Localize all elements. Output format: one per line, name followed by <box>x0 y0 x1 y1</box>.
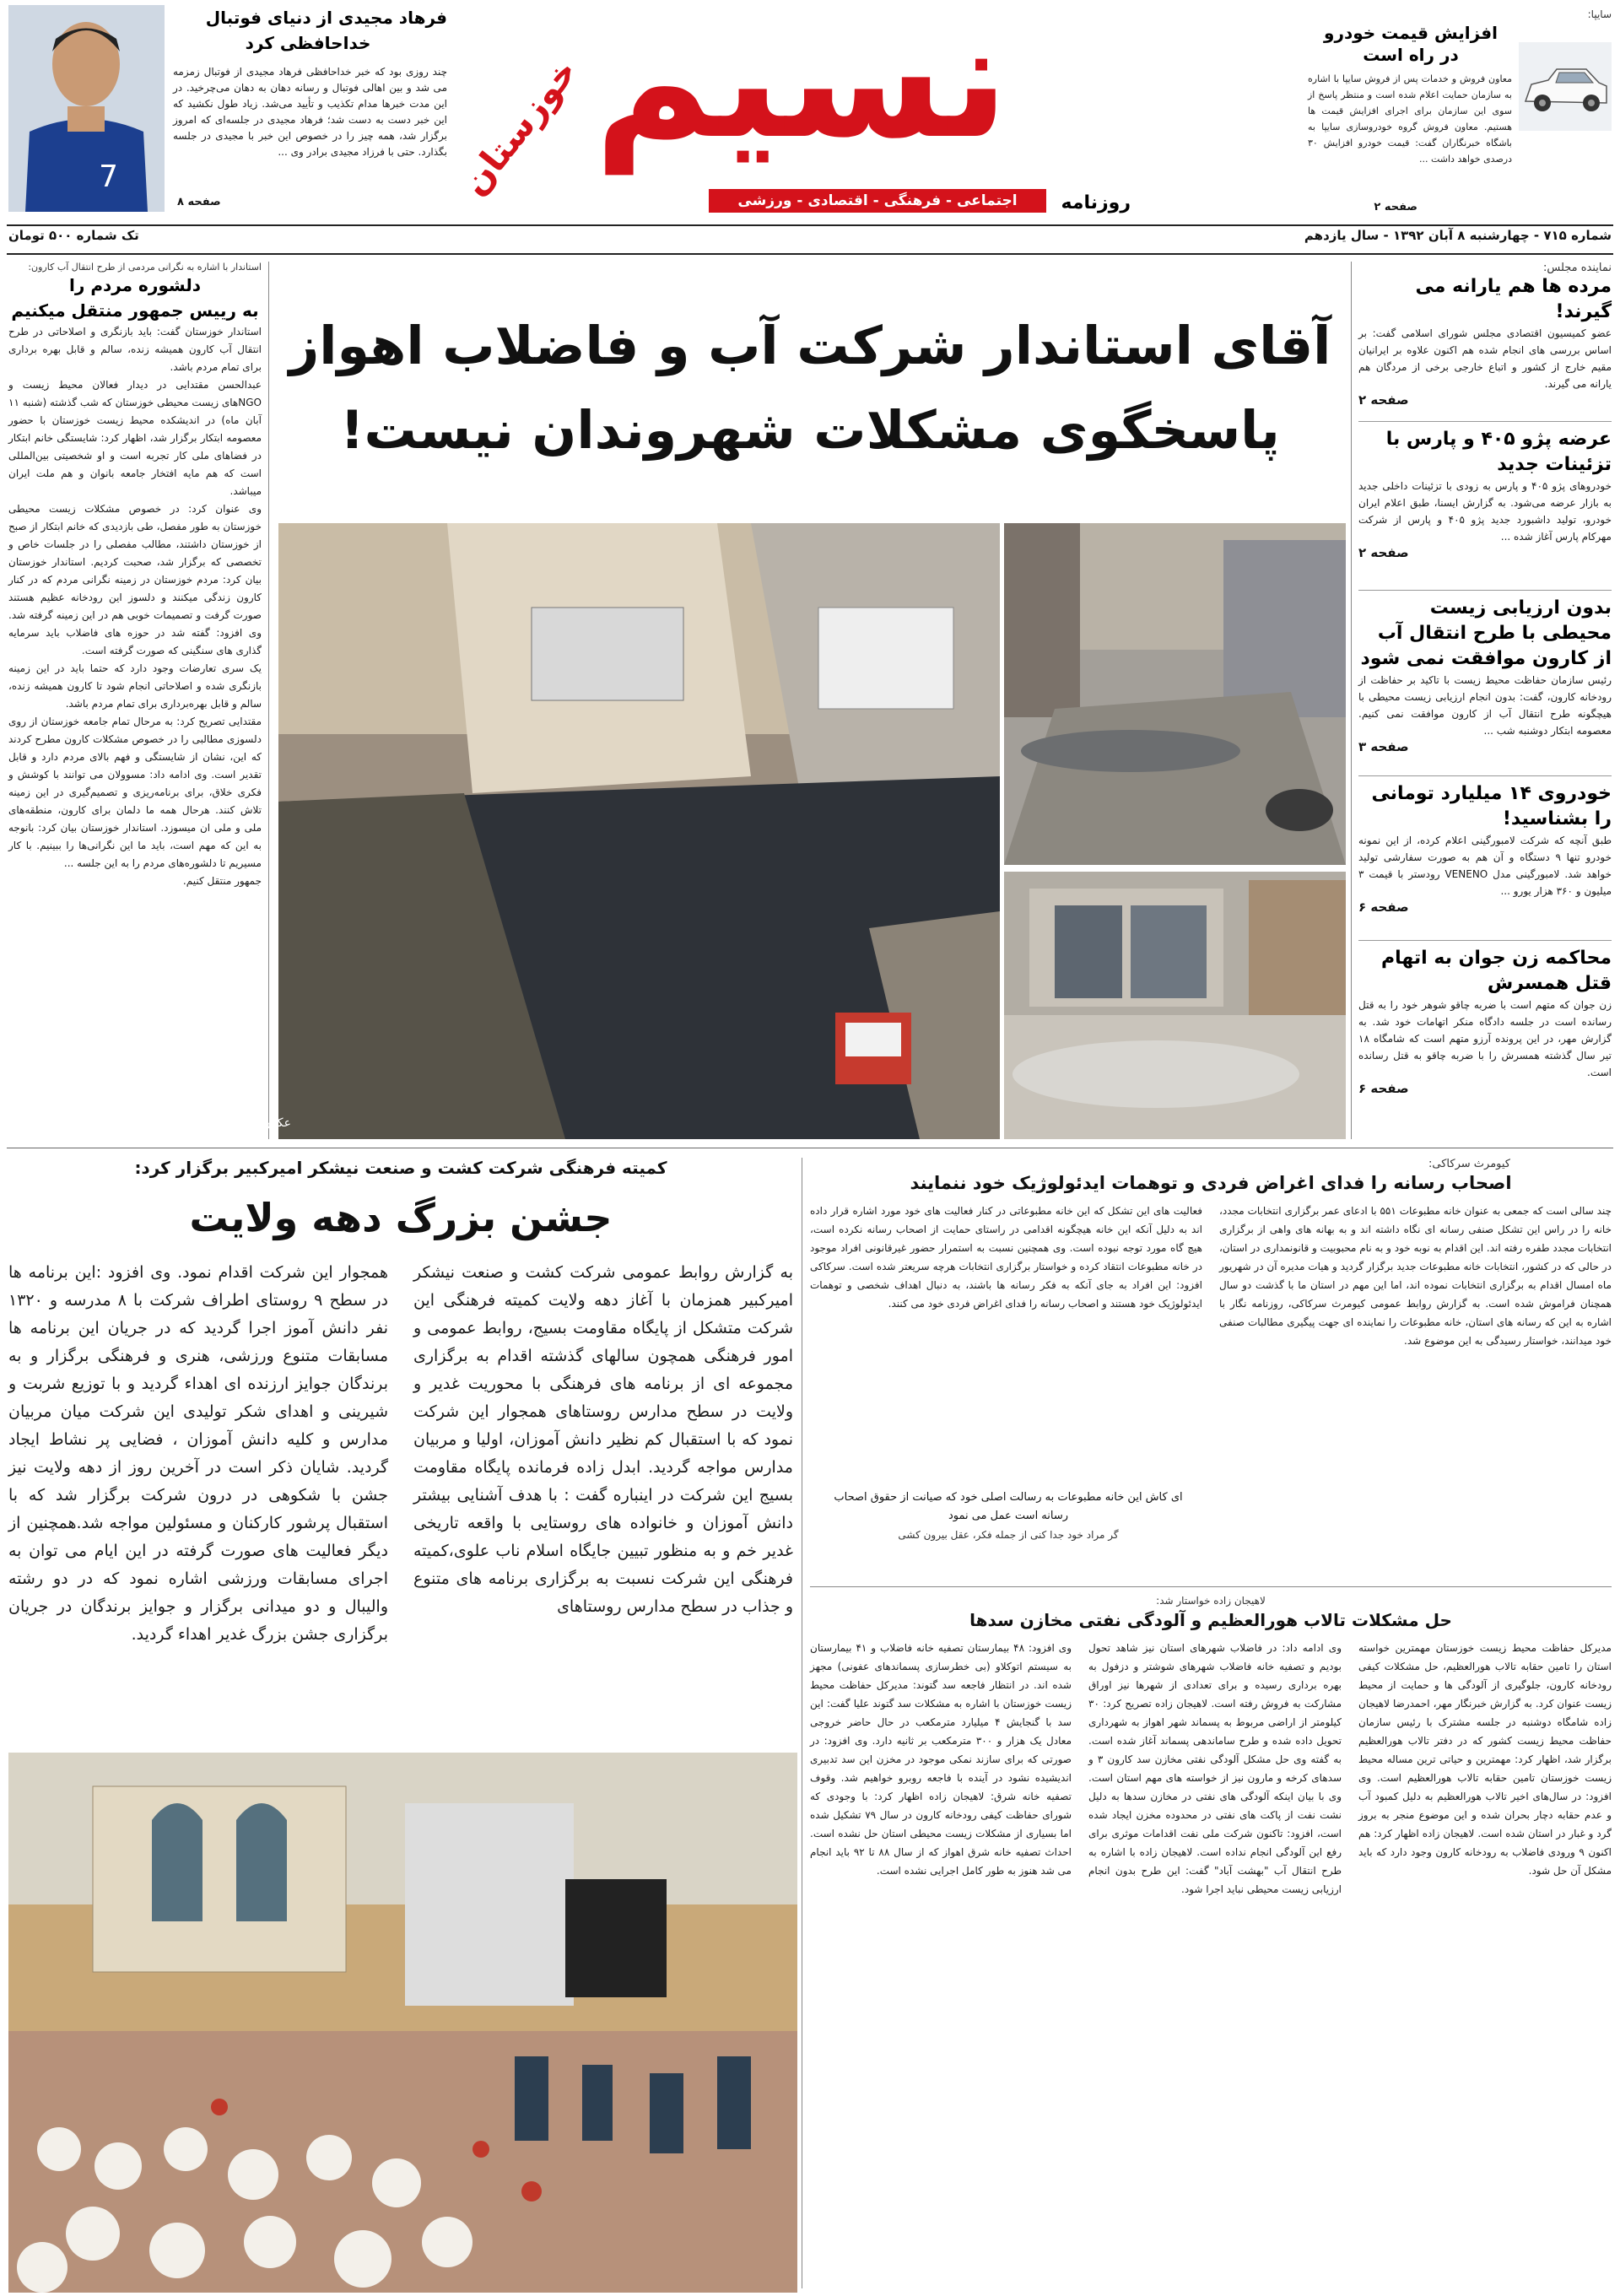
news-item[interactable] <box>1358 262 1612 422</box>
left-kicker: استاندار با اشاره به نگرانی مردمی از طرح انتقال آب کارون: <box>28 262 262 273</box>
news-page: صفحه ۶ <box>1358 1081 1409 1096</box>
jersey-number: 7 <box>99 159 118 194</box>
festival-col-right: به گزارش روابط عمومی شرکت کشت و صنعت نیشکر امیرکبیر همزمان با آغاز دهه ولایت کمیته فرهنگی این شرکت متشکل از پایگاه مقاومت بسیج، روابط عمومی و امور فرهنگی همچون سالهای گذشته اقدام به برگزاری مجموعه ای از برنامه های فرهنگی با محوریت غدیر و ولایت در سطح مدارس روستاهای همجوار این شرکت نمود که با استقبال کم نظیر دانش آموزان، اولیا و مربیان مدارس مواجه گردید. ابدل زاده فرمانده پایگاه مقاومت بسیج این شرکت در اینباره گفت : با هدف آشنایی بیشتر دانش آموزان و خانواده های روستایی با واقعه تاریخی غدیر خم و به منظور تبیین جایگاه اسلام ناب علوی،کمیته فرهنگی این شرکت نسبت به برگزاری برنامه های متنوع و جذاب در سطح مدارس روستاهای <box>413 1263 793 1616</box>
logo-wordmark: نسیم <box>594 0 1009 174</box>
teaser-headline: افزایش قیمت خودرو <box>1324 23 1498 43</box>
left-paragraph: استاندار خوزستان گفت: باید بازنگری و اصلاحاتی در طرح انتقال آب کارون همیشه زنده، سالم و قابل بهره برداری برای تمام مردم باشد. <box>8 326 262 373</box>
left-title: دلشوره مردم را <box>68 275 202 295</box>
left-paragraph: یک سری تعارضات وجود دارد که حتما باید در این زمینه بازنگری شده و اصلاحاتی انجام شود تا کارون همیشه زنده، سالم و قابل بهره‌برداری برای تمام مردم باشد. <box>8 662 262 710</box>
teaser-majidi[interactable] <box>8 5 447 212</box>
hoor-col-right: مدیرکل حفاظت محیط زیست خوزستان مهمترین خواسته استان را تامین حقابه تالاب هورالعظیم، حل مشکلات کیفی رودخانه کارون، جلوگیری از آلودگی ها و حمایت از محیط زیست عنوان کرد. به گزارش خبرنگار مهر، احمدرضا لاهیجان زاده شامگاه دوشنبه در جلسه مشترک با رئیس سازمان حفاظت محیط زیست کشور که در دفتر تالاب هورالعظیم برگزار شد، اظهار کرد: مهمترین و حیاتی ترین مساله محیط زیست خوزستان تامین حقابه تالاب هورالعظیم است. وی افزود: در سال‌های اخیر تالاب هورالعظیم به دلیل کمبود آب و عدم حقابه دچار بحران شده و این موضوع منجر به بروز گرد و غبار در استان شده است. لاهیجان زاده اظهار کرد: هم اکنون ۹ ورودی فاضلاب به رودخانه کارون وجود دارد که باید مشکل آن حل شود. <box>1358 1642 1612 1877</box>
news-item[interactable] <box>1358 422 1612 591</box>
hoor-col-left: وی افزود: ۴۸ بیمارستان تصفیه خانه فاضلاب و ۴۱ بیمارستان به سیستم اتوکلاو (بی خطرسازی پسماندهای عفونی) مجهز شده اند. در انتظار فاجعه سد گتوند: مدیرکل حفاظت محیط زیست خوزستان با اشاره به مشکلات سد گتوند علیا گفت: این سد با گنجایش ۴ میلیارد مترمکعب در حال حاضر خروجی معادل یک هزار و ۳۰۰ مترمکعب بر ثانیه دارد. وی افزود: در صورتی که برای سازند نمکی موجود در مخزن این سد تدبیری اندیشیده نشود در آینده با فاجعه روبرو خواهیم شد. وقوف تصفیه خانه شرق: لاهیجان زاده اظهار کرد: با وجودی که شورای حفاظت کیفی رودخانه کارون در سال ۷۹ تشکیل شده اما بسیاری از مشکلات زیست محیطی استان حل نشده است. احداث تصفیه خانه شرق اهواز که از سال ۸۸ تا ۹۲ باید انجام می شد هنوز به طور کامل اجرایی نشده است. <box>810 1642 1072 1877</box>
festival-photo <box>8 1753 797 2293</box>
teaser-car-price[interactable] <box>1308 8 1612 215</box>
media-sign: گر مراد خود جدا کنی از جمله فکر، عقل بیرون کشی <box>898 1529 1119 1541</box>
news-page: صفحه ۲ <box>1358 545 1409 560</box>
left-column <box>8 262 262 1139</box>
hoor-story[interactable] <box>810 1595 1612 2288</box>
masthead <box>0 0 1620 218</box>
majidi-page: صفحه ۸ <box>177 196 221 208</box>
news-title: عرضه پژو ۴۰۵ و پارس با تزئینات جدید <box>1385 429 1612 475</box>
main-headline-line-1: آقای استاندار شرکت آب و فاضلاب اهواز <box>289 315 1331 376</box>
logo[interactable] <box>439 0 1181 213</box>
news-title: محاکمه زن جوان به اتهام قتل همسرش <box>1381 948 1612 994</box>
left-paragraph: عبدالحسن مقتدایی در دیدار فعالان محیط زیست و NGOهای زیست محیطی خوزستان که شب گذشته (شنبه ۱۱ آبان ماه) در اندیشکده محیط زیست خوزستان با حضور معصومه ابتکار برگزار شد، اظهار کرد: شایستگی خانم ابتکار در فضاهای ملی کار تجربه است و او شخصیتی بین‌المللی است که هم مایه افتخار جامعه بانوان و هم ملت ایران میباشد. <box>8 379 262 497</box>
car-photo <box>1519 42 1612 131</box>
photo-street-puddle <box>1004 523 1346 865</box>
news-item[interactable] <box>1358 776 1612 941</box>
photo-street-doors <box>1004 872 1346 1139</box>
news-title: خودروی ۱۴ میلیارد تومانی را بشناسید! <box>1371 783 1612 829</box>
photo-credit: عکس: عباس مطر <box>199 1116 291 1130</box>
media-story[interactable] <box>810 1158 1612 1580</box>
majidi-headline: فرهاد مجیدی از دنیای فوتبال <box>205 8 447 28</box>
festival-title: جشن بزرگ دهه ولایت <box>189 1195 613 1240</box>
festival-col-left: همجوار این شرکت اقدام نمود. وی افزود :این برنامه ها در سطح ۹ روستای اطراف شرکت با ۸ مدرسه و ۱۳۲۰ نفر دانش آموز اجرا گردید که در جریان این برنامه ها مسابقات متنوع ورزشی، هنری و فرهنگی برگزار و به برندگان جوایز ارزنده ای اهداء گردید و با توزیع شربت و شیرینی و اهدای شکر تولیدی این شرکت میان مربیان مدارس و کلیه دانش آموزان ، فضایی پر نشاط ایجاد گردید. شایان ذکر است در آخرین روز از دهه ولایت نیز جشن با شکوهی در درون شرکت برگزار شد که با استقبال پرشور کارکنان و مسئولین مواجه شد.همچنین از دیگر فعالیت های صورت گرفته در این ایام می توان به اجرای مسابقات ورزشی اشاره نمود که در دو رشته والیبال و دو میدانی برگزار و جوایز برندگان در جریان برگزاری جشن بزرگ غدیر اهداء گردید. <box>8 1263 388 1644</box>
news-item[interactable] <box>1358 941 1612 1131</box>
festival-kicker: کمیته فرهنگی شرکت کشت و صنعت نیشکر امیرکبیر برگزار کرد: <box>134 1158 667 1178</box>
news-body: عضو کمیسیون اقتصادی مجلس شورای اسلامی گفت: بر اساس بررسی های انجام شده هم اکنون علاوه بر ایرانیان مقیم خارج از کشور و اتباع خارجی برخی از مردگان هم یارانه می گیرند. <box>1358 327 1612 390</box>
news-title: مرده ها هم یارانه می گیرند! <box>1415 276 1612 322</box>
news-body: رئیس سازمان حفاظت محیط زیست با تاکید بر حفاظت از رودخانه کارون، گفت: بدون انجام ارزیابی زیست محیطی با هیچگونه طرح انتقال آب از کارون موافقت نمی کنیم. معصومه ابتکار دوشنبه شب ... <box>1358 674 1612 737</box>
news-page: صفحه ۲ <box>1358 392 1409 408</box>
left-title-2: به رییس جمهور منتقل میکنیم <box>11 300 259 321</box>
majidi-body: چند روزی بود که خبر خداحافظی فرهاد مجیدی از فوتبال زمزمه می شد و بین اهالی فوتبال و رسانه دهان به دهان می‌چرخید. در این مدت خبرها مدام تکذیب و تأیید می‌شد. زیاد طول نکشید که این خبر دست به دست شد؛ فرهاد مجیدی در جلسه‌ای که امروز برگزار شد، همه چیز را در خصوص این خبر با مجیدی در جلسه بگذارد. حتی با فرزاد مجیدی برادر وی ... <box>173 66 447 158</box>
left-paragraph: وی عنوان کرد: در خصوص مشکلات زیست محیطی خوزستان به طور مفصل، طی بازدیدی که خانم ابتکار از صبح از خوزستان داشتند، مطالب مفصلی را در جلسات خاص و تخصصی که برگزار شد، صحبت کردیم. استاندار خوزستان بیان کرد: مردم خوزستان در زمینه نگرانی مردم که در کنار کارون زندگی میکنند و دلسوز این رودخانه عظیم هستند صورت گرفت و تصمیمات خوبی هم در این زمینه گرفته شد. وی افزود: گفته شد در حوزه های فاضلاب باید سرمایه گذاری های سنگینی که صورت گرفته است. <box>8 503 262 656</box>
newspaper-label: روزنامه <box>1061 192 1131 213</box>
main-headline[interactable] <box>274 304 1346 473</box>
issue-line: شماره ۷۱۵ - چهارشنبه ۸ آبان ۱۳۹۲ - سال یازدهم <box>1304 228 1612 243</box>
news-body: زن جوان که متهم است با ضربه چاقو شوهر خود را به قتل رسانده است در جلسه دادگاه منکر اتهامات خود شد. به گزارش مهر، در این پرونده آرزو متهم است که شامگاه ۱۸ تیر سال گذشته همسرش را با ضربه چاقو به قتل رسانده است. <box>1358 999 1612 1078</box>
news-title: بدون ارزیابی زیست محیطی با طرح انتقال آب از کارون موافقت نمی شود <box>1360 597 1612 669</box>
news-item[interactable] <box>1358 591 1612 776</box>
left-paragraph: جمهور منتقل کنیم. <box>182 875 262 887</box>
news-body: خودروهای پژو ۴۰۵ و پارس به زودی با تزئینات داخلی جدید به بازار عرضه می‌شود. به گزارش ایسنا، طبق اعلام ایران خودرو، تولید داشبورد جدید پژو ۴۰۵ و پارس از شرکت مهرکام پارس آغاز شده ... <box>1358 480 1612 543</box>
hoor-kicker: لاهیجان زاده خواستار شد: <box>1156 1595 1266 1607</box>
teaser-body: معاون فروش و خدمات پس از فروش سایپا با اشاره به سازمان حمایت اعلام شده است و منتظر پاسخ از سوی این سازمان برای اجرای افزایش قیمت ها هستیم. معاون فروش گروه خودروسازی سایپا به باشگاه خبرنگاران گفت: قیمت خودرو افزایش ۳۰ درصدی خواهد داشت ... <box>1308 73 1512 165</box>
tagline: اجتماعی - فرهنگی - اقتصادی - ورزشی <box>709 189 1046 213</box>
teaser-kicker: سایپا: <box>1587 8 1612 20</box>
majidi-headline-2: خداحافظی کرد <box>245 33 371 53</box>
left-paragraph: مقتدایی تصریح کرد: به مرحال تمام جامعه خوزستان از روی دلسوزی مطالبی را در خصوص مشکلات کارون مطرح کردند که این، نشان از شایستگی و فهم بالای مردم دارد و قابل تقدیر است. وی ادامه داد: مسوولان می توانند با کوشش و فکری خلاق، برای برنامه‌ریزی و تصمیم‌گیری در این زمینه تلاش کنند. هرحال همه ما دلمان برای کارون، منطقه‌های ملی و ملی ان میسوزد. استاندار خوزستان بیان کرد: بانوجه به این که مهم است، باید ما این نگرانی‌ها را ببینیم. با کار مسیریم تا دلشوره‌های مردم را به این جلسه ... <box>8 716 262 869</box>
news-kicker: نماینده مجلس: <box>1542 262 1612 274</box>
hoor-title: حل مشکلات تالاب هورالعظیم و آلودگی نفتی مخازن سدها <box>969 1610 1452 1630</box>
price-line: تک شماره ۵۰۰ تومان <box>8 228 139 243</box>
media-col-left: فعالیت های این تشکل که این خانه مطبوعاتی در کنار فعالیت های خود مورد اشاره قرار داده اند به دلیل آنکه این خانه هیچگونه اقدامی در راستای حمایت از اصحاب رسانه نکرده است، هیچ گاه مورد توجه نبوده است. وی همچنین نسبت به استمرار حضور غیرقانونی افراد موجود در خانه مطبوعات انتقاد کرده و خواستار برگزاری انتخابات هرچه سریعتر شده است. سرکاکی افزود: این افراد به جای آنکه به فکر رسانه ها باشند، به دنبال اهداف شخصی و توهمات ایدئولوژیک خود هستند و اصحاب رسانه را فدای اغراض فردی خود می کنند. <box>810 1205 1202 1310</box>
right-sidebar <box>1358 262 1612 1139</box>
teaser-headline-2: در راه است <box>1363 45 1459 65</box>
logo-region: خوزستان <box>453 51 586 203</box>
festival-story[interactable] <box>8 1158 793 2293</box>
news-page: صفحه ۶ <box>1358 899 1409 915</box>
media-kicker: کیومرث سرکاکی: <box>1428 1158 1510 1170</box>
news-page: صفحه ۳ <box>1358 739 1409 754</box>
teaser-page: صفحه ۲ <box>1374 201 1418 213</box>
hoor-col-middle: وی ادامه داد: در فاضلاب شهرهای استان نیز شاهد تحول بودیم و تصفیه خانه فاضلاب شهرهای شوشتر و دزفول به بهره برداری رسیده و برای تعدادی از شهرها نیز اوراق مشارکت به فروش رفته است. لاهیجان زاده تصریح کرد: ۳۰ کیلومتر از اراضی مربوط به پسماند شهر اهواز به شهرداری تحویل داده شده و طرح ساماندهی پسماند آغاز شده است. به گفته وی حل مشکل آلودگی نفتی مخازن سد کارون ۳ و سدهای کرخه و مارون نیز از خواسته های مهم استان است. وی با بیان اینکه آلودگی های نفتی در مخازن سدها به دلیل نشت نفت از پاکت های نفتی در محدوده مخزن ایجاد شده است، افزود: تاکنون شرکت ملی نفت اقدامات موثری برای رفع این آلودگی انجام نداده است. لاهیجان زاده با اشاره به طرح انتقال آب "بهشت آباد" گفت: این طرح بدون انجام ارزیابی زیست محیطی نباید اجرا شود. <box>1088 1642 1342 1895</box>
media-col-right: چند سالی است که جمعی به عنوان خانه مطبوعات ۵۵۱ با ادعای عمر برگزاری انتخابات مجدد، خانه را در راس این تشکل صنفی رسانه ای نگاه داشته اند و به بهانه های واهی از برگزاری انتخابات مجدد طفره رفته اند. این اقدام به نوبه خود و به نام محبوبیت و قانونمداری در استان، در حالی که در کشور، انتخابات خانه مطبوعات جدید برگزار گردید و هیات مدیره آن در شهریور ماه امسال اقدام به برگزاری انتخابات نموده اند، اما این مهم در استان ما با گذشت دو سال همچنان فراموش شده است. به گزارش روابط عمومی کیومرث سرکاکی، روزنامه نگار با اشاره به این که رسانه های استان، خانه مطبوعات را نماینده ای جهت پیگیری مطالبات صنفی خود میدانند، خواستار رسیدگی به این موضوع شد. <box>1219 1205 1612 1347</box>
player-photo <box>8 5 165 212</box>
news-body: طبق آنچه که شرکت لامبورگینی اعلام کرده، از این نمونه خودرو تنها ۹ دستگاه و آن هم به صورت سفارشی تولید خواهد شد. لامبورگینی مدل VENENO رودستر با قیمت ۳ میلیون و ۳۶۰ هزار یورو ... <box>1358 835 1612 897</box>
media-title: اصحاب رسانه را فدای اغراض فردی و توهمات ایدئولوژیک خود ننمایند <box>910 1173 1512 1193</box>
media-quote: ای کاش این خانه مطبوعات به رسالت اصلی خود که صیانت از حقوق اصحاب رسانه است عمل می نمود <box>834 1491 1183 1522</box>
main-headline-line-2: پاسخگوی مشکلات شهروندان نیست! <box>340 399 1280 461</box>
